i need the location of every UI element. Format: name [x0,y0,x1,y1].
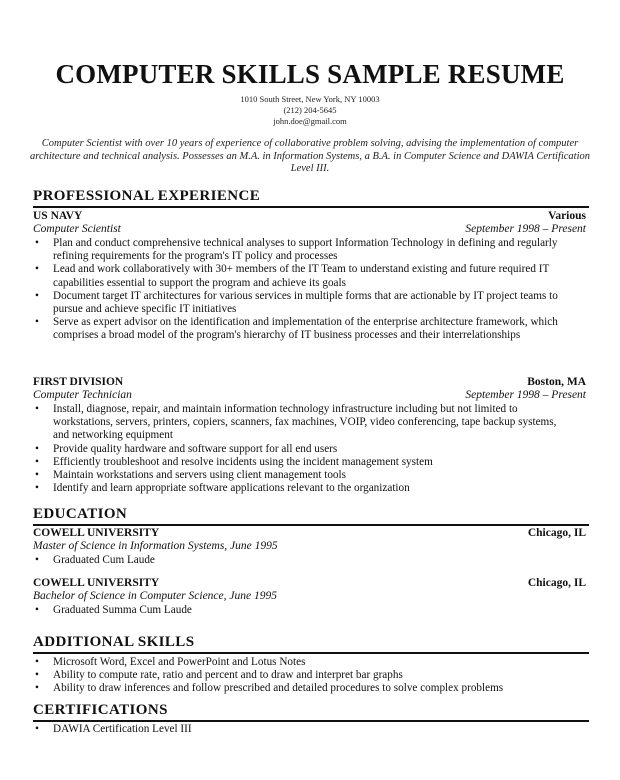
list-item: • Microsoft Word, Excel and PowerPoint and Lotus Notes [33,656,573,669]
job-role-row [33,223,586,236]
list-item: • Document target IT architectures for various services in multiple forms that are actionable by IT project teams to pursue and achieve specific IT initiatives [33,290,573,316]
job-header [33,376,586,389]
job-role: Computer Technician [33,389,132,401]
list-item: • Ability to compute rate, ratio and percent and to draw and interpret bar graphs [33,669,573,682]
contact-phone: (212) 204-5645 [283,105,337,115]
list-item: • Graduated Cum Laude [33,554,573,567]
education-header [33,577,586,590]
section-heading: ADDITIONAL SKILLS [33,634,195,650]
degree-line: Bachelor of Science in Computer Science, June 1995 [33,590,277,602]
job-location: Various [548,210,586,222]
job-org: FIRST DIVISION [33,376,124,388]
section-education [33,506,589,526]
list-item: • Lead and work collaboratively with 30+ members of the IT Team to understand existing and future required IT capabilities essential to support the program and achieve its goals [33,263,573,289]
skills-bullet-list [33,656,573,696]
list-item: • Maintain workstations and servers using client management tools [33,469,573,482]
list-item: • Provide quality hardware and software support for all end users [33,443,573,456]
section-certifications [33,702,589,722]
resume-title: COMPUTER SKILLS SAMPLE RESUME [55,59,565,89]
certifications-bullet-list [33,723,573,736]
education-bullet-list [33,554,573,567]
section-professional-experience [33,188,589,208]
school-location: Chicago, IL [527,577,586,589]
school-name: COWELL UNIVERSITY [33,577,160,589]
education-bullet-list [33,604,573,617]
list-item: • DAWIA Certification Level III [33,723,573,736]
job-location: Boston, MA [527,376,586,388]
list-item: • Serve as expert advisor on the identification and implementation of the enterprise architecture framework, which comprises a broad model of the program's hierarchy of IT business processes and their interrelationships [33,316,573,342]
job-bullet-list [33,403,573,495]
job-org: US NAVY [33,210,83,222]
list-item: • Plan and conduct comprehensive technical analyses to support Information Technology in defining and regularly refining requirements for the program's IT policy and processes [33,237,573,263]
school-location: Chicago, IL [527,527,586,539]
degree-line: Master of Science in Information Systems, June 1995 [33,540,278,552]
section-heading: CERTIFICATIONS [33,702,168,718]
section-additional-skills [33,634,589,654]
summary-paragraph: Computer Scientist with over 10 years of experience of collaborative problem solving, advising the implementation of computer architecture and technical analysis. Possesses an M.A. in Information Systems, a B.A. in Computer Science and DAWIA Certification Level III. [30,138,591,174]
list-item: • Efficiently troubleshoot and resolve incidents using the incident management system [33,456,573,469]
list-item: • Install, diagnose, repair, and maintain information technology infrastructure including but not limited to workstations, servers, printers, copiers, scanners, fax machines, VOIP, video conferencing, tape backup systems, and networking equipment [33,403,573,443]
contact-email: john.doe@gmail.com [273,116,347,126]
job-role-row [33,389,586,402]
section-heading: EDUCATION [33,506,128,522]
job-role: Computer Scientist [33,223,121,235]
job-dates: September 1998 – Present [465,389,586,401]
education-header [33,527,586,540]
contact-address: 1010 South Street, New York, NY 10003 [240,94,380,104]
job-dates: September 1998 – Present [465,223,586,235]
job-bullet-list [33,237,573,343]
list-item: • Graduated Summa Cum Laude [33,604,573,617]
list-item: • Identify and learn appropriate software applications relevant to the organization [33,482,573,495]
job-header [33,210,586,223]
school-name: COWELL UNIVERSITY [33,527,160,539]
list-item: • Ability to draw inferences and follow prescribed and detailed procedures to solve complex problems [33,682,573,695]
section-heading: PROFESSIONAL EXPERIENCE [33,188,261,204]
